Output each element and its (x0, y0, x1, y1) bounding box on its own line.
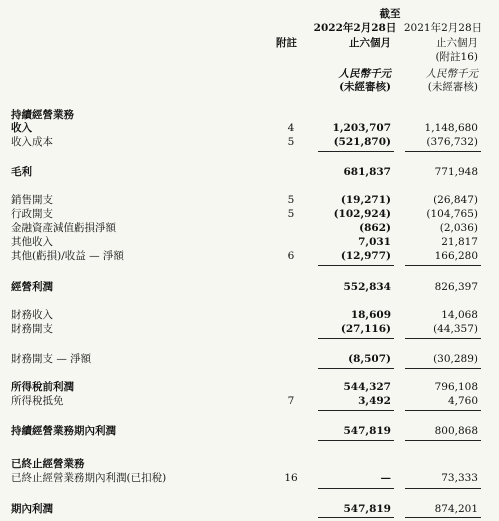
row-previous-value: (30,289) (433, 353, 478, 365)
row-label: 其他(虧損)/收益 — 淨額 (11, 250, 124, 262)
subtotal-rule (318, 368, 394, 369)
row-label: 銷售開支 (11, 194, 53, 206)
row-previous-value: 4,760 (447, 395, 478, 407)
row-label: 財務收入 (11, 309, 53, 321)
subtotal-rule (405, 338, 481, 339)
row-label: 已終止經營業務 (11, 458, 85, 470)
row-label: 金融資產減值虧損淨額 (11, 222, 116, 234)
row-label: 持續經營業務期內利潤 (11, 425, 116, 437)
row-current-value: (27,116) (340, 323, 391, 335)
row-previous-value: (26,847) (433, 194, 478, 206)
previous-period-header: 止六個月 (436, 37, 478, 49)
row-current-value: 3,492 (358, 395, 391, 407)
row-current-value: 547,819 (343, 425, 391, 437)
note-column-header: 附註 (276, 37, 297, 49)
row-previous-value: 166,280 (434, 250, 478, 262)
previous-note-header: (附註16) (435, 51, 478, 63)
period-label: 截至 (379, 8, 401, 20)
row-label: 經營利潤 (11, 281, 53, 293)
subtotal-rule (405, 368, 481, 369)
current-audit-header: (未經審核) (339, 81, 391, 93)
row-current-value: (862) (359, 222, 391, 234)
row-current-value: 552,834 (343, 281, 391, 293)
row-previous-value: 800,868 (434, 425, 478, 437)
row-note: 5 (287, 136, 295, 148)
subtotal-rule (318, 151, 394, 152)
row-label: 收入成本 (11, 136, 53, 148)
row-note: 5 (287, 208, 295, 220)
row-previous-value: 21,817 (441, 236, 478, 248)
row-current-value: 681,837 (343, 166, 391, 178)
row-label: 持續經營業務 (11, 109, 74, 121)
row-current-value: (521,870) (333, 136, 391, 148)
previous-audit-header: (未經審核) (427, 81, 478, 93)
subtotal-rule (318, 410, 394, 411)
row-label: 其他收入 (11, 236, 53, 248)
row-label: 所得稅前利潤 (11, 381, 74, 393)
subtotal-rule (405, 151, 481, 152)
subtotal-rule (318, 265, 394, 266)
row-label: 財務開支 — 淨額 (11, 353, 92, 365)
subtotal-rule (405, 265, 481, 266)
row-note: 16 (284, 472, 298, 484)
row-note: 4 (287, 122, 295, 134)
row-previous-value: 826,397 (434, 281, 478, 293)
row-current-value: — (380, 472, 391, 484)
subtotal-rule (318, 338, 394, 339)
current-date-header: 2022年2月28日 (313, 22, 397, 34)
row-label: 收入 (11, 122, 32, 134)
subtotal-rule (318, 488, 394, 489)
total-rule (405, 517, 481, 518)
row-current-value: 18,609 (350, 309, 391, 321)
row-previous-value: 796,108 (434, 381, 478, 393)
row-previous-value: (376,732) (426, 136, 478, 148)
subtotal-rule (405, 410, 481, 411)
row-note: 6 (287, 250, 295, 262)
row-current-value: (102,924) (333, 208, 391, 220)
subtotal-rule (405, 440, 481, 441)
row-label: 行政開支 (11, 208, 53, 220)
row-current-value: 7,031 (358, 236, 391, 248)
row-previous-value: 14,068 (441, 309, 478, 321)
row-previous-value: 1,148,680 (424, 122, 478, 134)
row-label: 財務開支 (11, 323, 53, 335)
total-rule (318, 517, 394, 518)
previous-unit-header: 人民幣千元 (425, 68, 478, 80)
previous-date-header: 2021年2月28日 (403, 22, 483, 34)
subtotal-rule (405, 488, 481, 489)
row-note: 7 (287, 395, 295, 407)
row-previous-value: (44,357) (433, 323, 478, 335)
row-label: 毛利 (11, 166, 32, 178)
row-previous-value: (104,765) (426, 208, 478, 220)
row-current-value: 547,819 (343, 503, 391, 515)
row-label: 所得稅抵免 (11, 395, 64, 407)
subtotal-rule (318, 440, 394, 441)
row-previous-value: 874,201 (434, 503, 478, 515)
row-note: 5 (287, 194, 295, 206)
row-current-value: (12,977) (340, 250, 391, 262)
row-previous-value: 73,333 (441, 472, 478, 484)
row-previous-value: (2,036) (439, 222, 478, 234)
current-period-header: 止六個月 (349, 37, 391, 49)
row-label: 已終止經營業務期內利潤(已扣稅) (11, 472, 167, 484)
current-unit-header: 人民幣千元 (338, 68, 391, 80)
row-current-value: (8,507) (348, 353, 391, 365)
row-current-value: 544,327 (343, 381, 391, 393)
row-label: 期內利潤 (11, 503, 53, 515)
row-previous-value: 771,948 (434, 166, 478, 178)
row-current-value: (19,271) (340, 194, 391, 206)
row-current-value: 1,203,707 (332, 122, 391, 134)
